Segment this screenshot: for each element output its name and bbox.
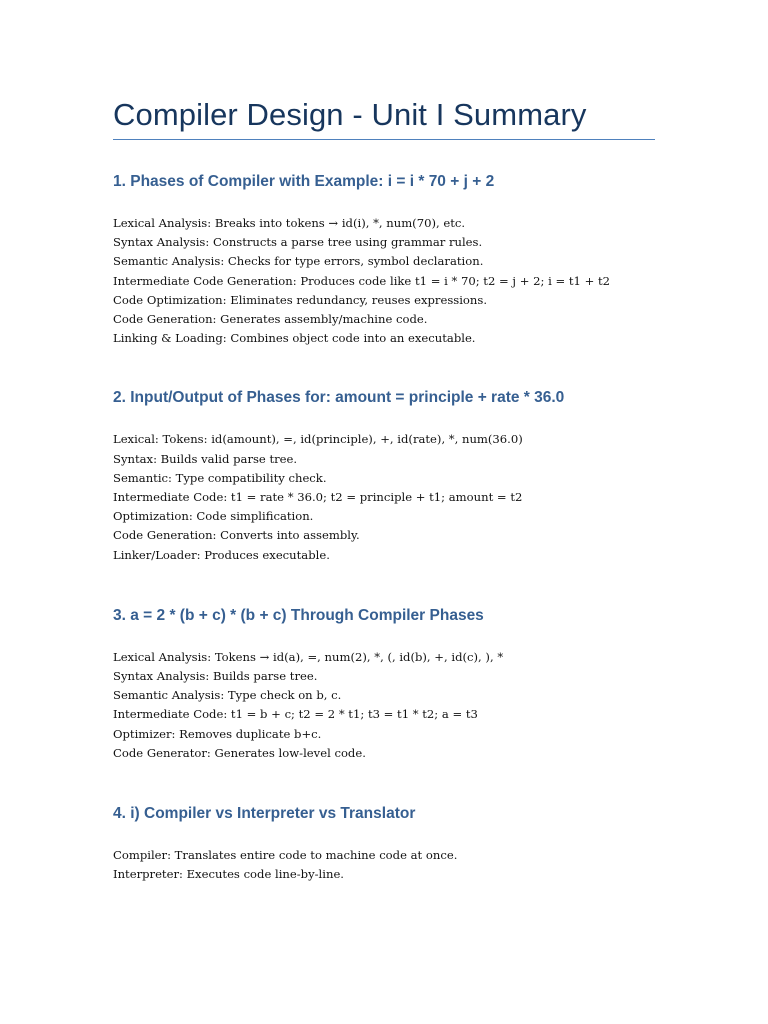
section-body xyxy=(113,214,656,348)
body-line: Code Generator: Generates low-level code. xyxy=(113,745,366,760)
title-divider xyxy=(113,139,655,140)
section-body xyxy=(113,846,656,884)
section-heading: 1. Phases of Compiler with Example: i = i * 70 + j + 2 xyxy=(113,173,495,190)
section-phases-of-compiler xyxy=(113,171,656,348)
body-line: Syntax Analysis: Builds parse tree. xyxy=(113,669,318,684)
body-line: Optimization: Code simplification. xyxy=(113,509,314,524)
body-line: Semantic: Type compatibility check. xyxy=(113,470,327,485)
body-line: Code Optimization: Eliminates redundancy, reuses expressions. xyxy=(113,292,488,307)
section-heading: 2. Input/Output of Phases for: amount = principle + rate * 36.0 xyxy=(113,389,565,407)
body-line: Lexical: Tokens: id(amount), =, id(principle), +, id(rate), *, num(36.0) xyxy=(113,432,523,447)
body-line: Lexical Analysis: Tokens → id(a), =, num(2), *, (, id(b), +, id(c), ), * xyxy=(113,649,504,664)
section-compiler-vs-interpreter xyxy=(113,803,656,884)
section-body xyxy=(113,430,656,564)
section-expression-through-phases xyxy=(113,605,656,763)
body-line: Semantic Analysis: Checks for type errors, symbol declaration. xyxy=(113,254,484,269)
body-line: Intermediate Code: t1 = b + c; t2 = 2 * t1; t3 = t1 * t2; a = t3 xyxy=(113,707,478,722)
body-line: Linking & Loading: Combines object code into an executable. xyxy=(113,331,476,346)
body-line: Code Generation: Generates assembly/machine code. xyxy=(113,312,428,327)
body-line: Linker/Loader: Produces executable. xyxy=(113,547,330,562)
body-line: Intermediate Code: t1 = rate * 36.0; t2 = principle + t1; amount = t2 xyxy=(113,490,523,505)
section-body xyxy=(113,648,656,763)
body-line: Semantic Analysis: Type check on b, c. xyxy=(113,688,342,703)
document-title: Compiler Design - Unit I Summary xyxy=(113,97,587,132)
section-heading: 3. a = 2 * (b + c) * (b + c) Through Compiler Phases xyxy=(113,606,484,624)
body-line: Optimizer: Removes duplicate b+c. xyxy=(113,726,322,741)
body-line: Code Generation: Converts into assembly. xyxy=(113,528,360,543)
body-line: Lexical Analysis: Breaks into tokens → id(i), *, num(70), etc. xyxy=(113,216,466,230)
section-heading: 4. i) Compiler vs Interpreter vs Translator xyxy=(113,805,416,823)
body-line: Syntax Analysis: Constructs a parse tree using grammar rules. xyxy=(113,235,483,250)
body-line: Syntax: Builds valid parse tree. xyxy=(113,451,298,466)
body-line: Intermediate Code Generation: Produces code like t1 = i * 70; t2 = j + 2; i = t1 + t2 xyxy=(113,273,611,288)
body-line: Compiler: Translates entire code to machine code at once. xyxy=(113,848,458,863)
body-line: Interpreter: Executes code line-by-line. xyxy=(113,867,344,882)
section-input-output-of-phases xyxy=(113,387,656,564)
